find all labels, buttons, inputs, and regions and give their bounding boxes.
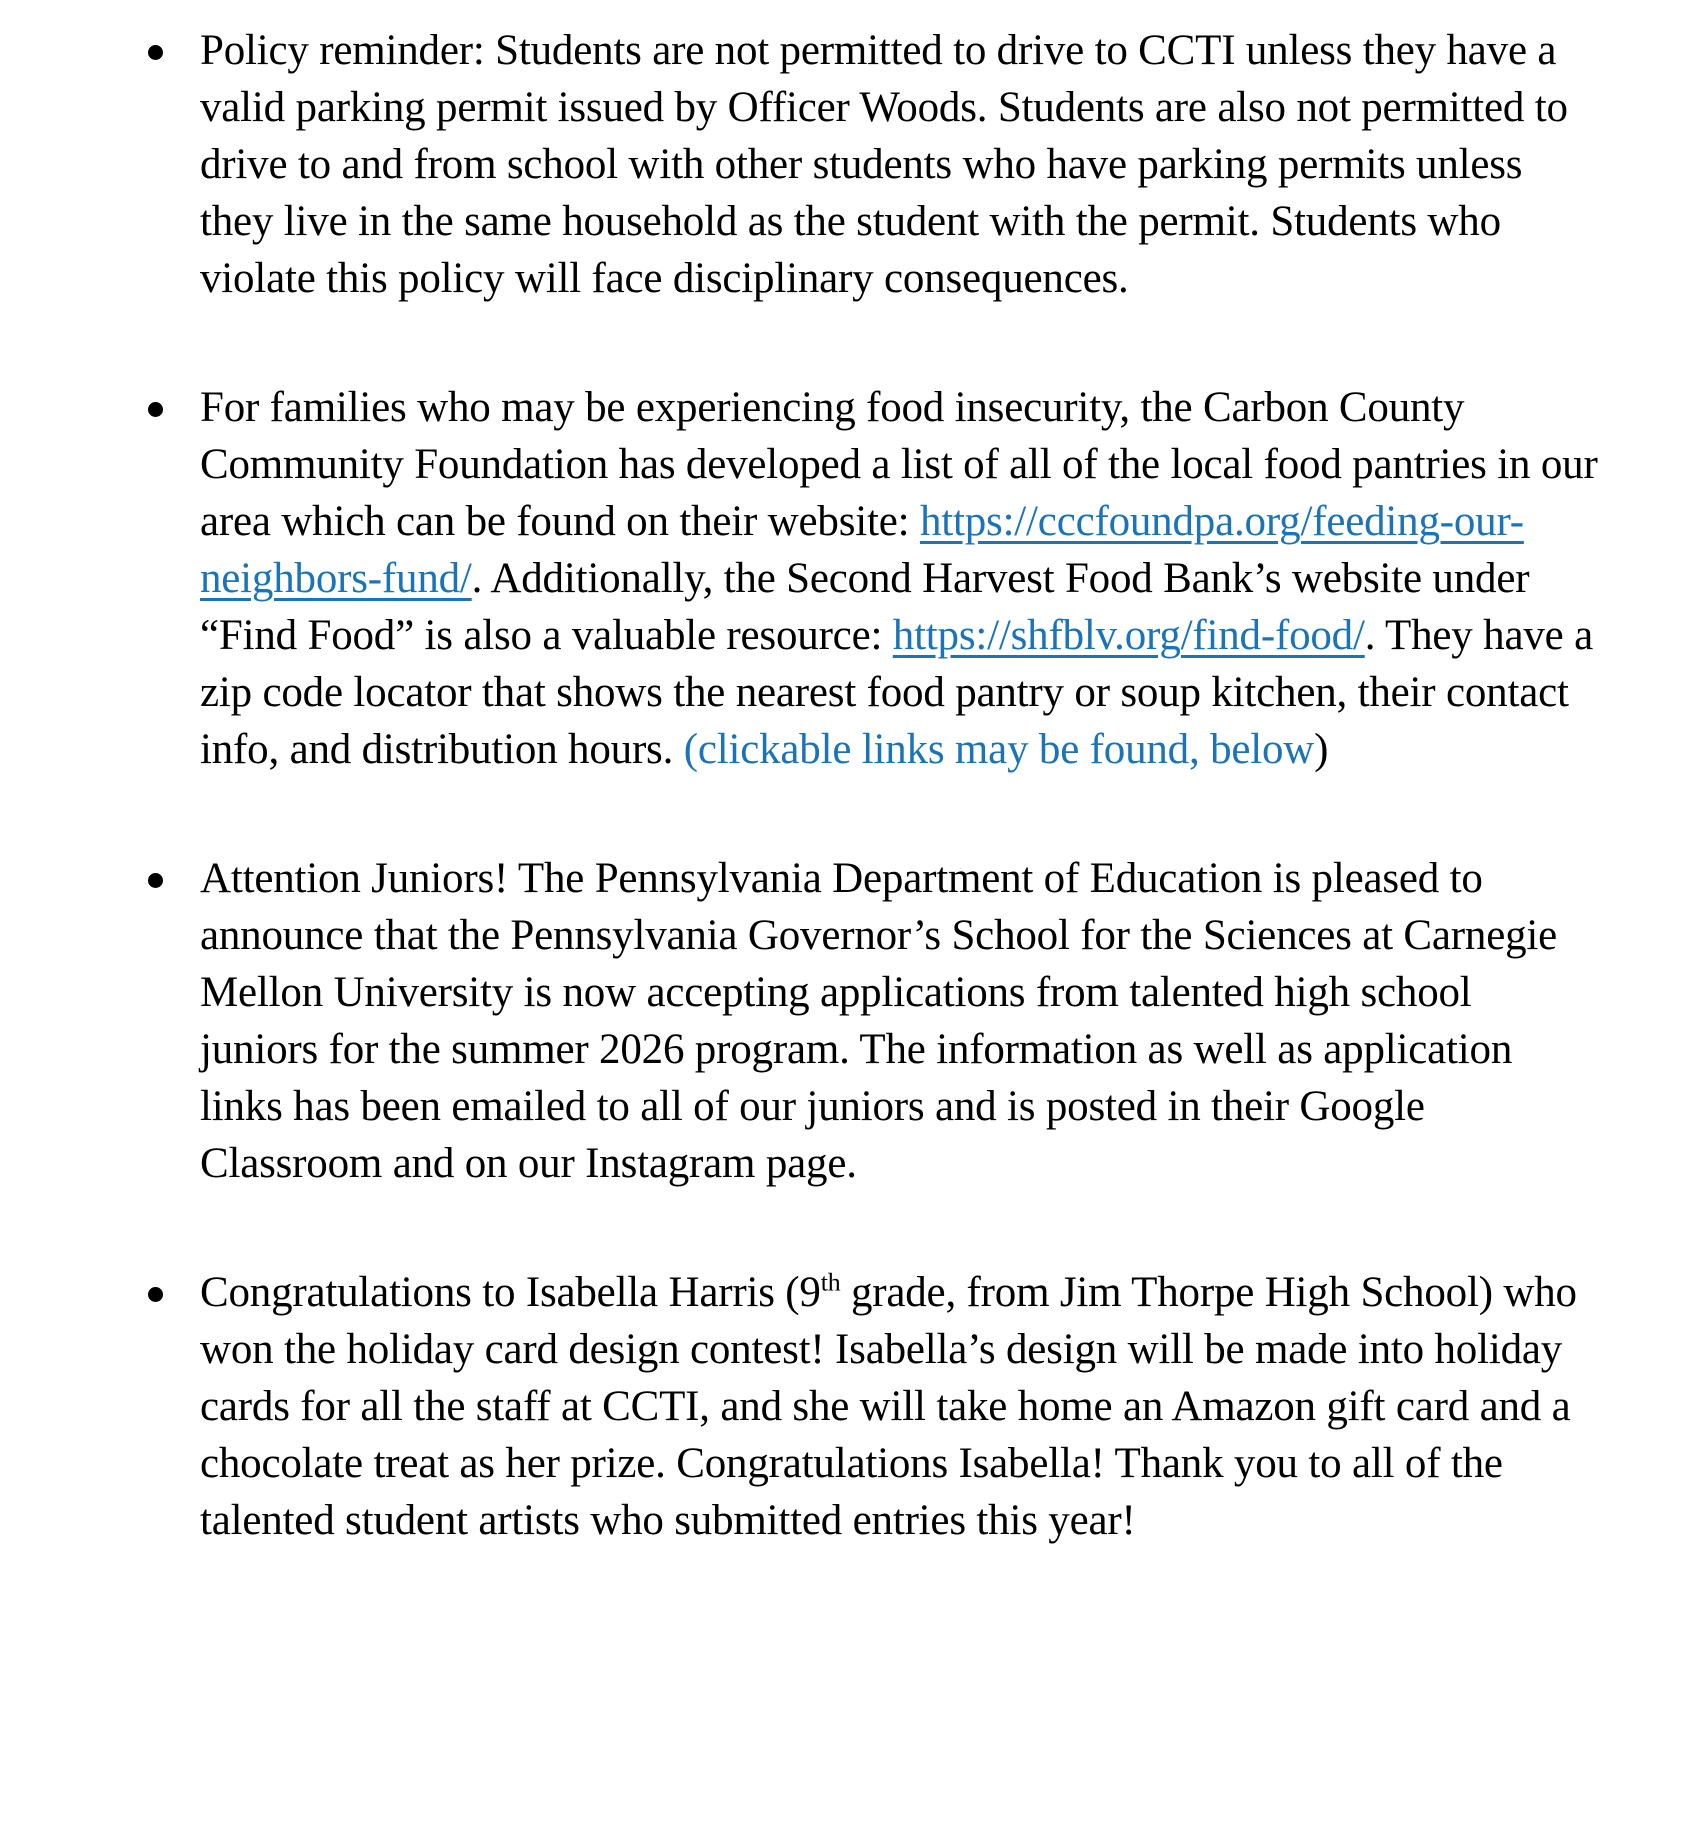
bullet-list (200, 22, 1600, 1549)
text-run: Attention Juniors! The Pennsylvania Department of Education is pleased to announce that the Pennsylvania Governor’s School for the Sciences at Carnegie Mellon University is now accepting applications from talented high school juniors for the summer 2026 program. The information as well as application links has been emailed to all of our juniors and is posted in their Google Classroom and on our Instagram page. (200, 855, 1558, 1187)
hyperlink[interactable]: https://cccfoundpa.org/feeding-our-neighbors-fund/ (200, 498, 1524, 602)
bullet-icon (148, 1287, 163, 1302)
text-run: ) (1314, 726, 1329, 773)
bullet-paragraph (200, 379, 1600, 778)
text-run: Congratulations to Isabella Harris (9 (200, 1269, 821, 1316)
hyperlink[interactable]: https://shfblv.org/find-food/ (892, 612, 1365, 659)
text-run: Policy reminder: Students are not permitted to drive to CCTI unless they have a valid parking permit issued by Officer Woods. Students are also not permitted to drive to and from school with other students who have parking permits unless they live in the same household as the student with the permit. Students who violate this policy will face disciplinary consequences. (200, 27, 1568, 302)
bullet-item-food-insecurity-resources (200, 379, 1600, 778)
text-run: For families who may be experiencing food insecurity, the Carbon County Community Foundation has developed a list of all of the local food pantries in our area which can be found on their website: (200, 384, 1598, 545)
text-run: grade, from Jim Thorpe High School) who won the holiday card design contest! Isabella’s design will be made into holiday cards for all the staff at CCTI, and she will take home an Amazon gift card and a chocolate treat as her prize. Congratulations Isabella! Thank you to all of the talented student artists who submitted entries this year! (200, 1269, 1577, 1544)
bullet-item-governors-school-juniors (200, 850, 1600, 1192)
text-run: . They have a zip code locator that shows the nearest food pantry or soup kitchen, their contact info, and distribution hours. (200, 612, 1593, 773)
accent-text: (clickable links may be found, below (683, 726, 1315, 773)
bullet-icon (148, 402, 163, 417)
bullet-paragraph (200, 1264, 1600, 1549)
bullet-paragraph (200, 850, 1600, 1192)
text-run: . Additionally, the Second Harvest Food Bank’s website under “Find Food” is also a valuable resource: (200, 555, 1530, 659)
bullet-paragraph (200, 22, 1600, 307)
bullet-icon (148, 45, 163, 60)
bullet-icon (148, 873, 163, 888)
superscript: th (820, 1267, 841, 1297)
bullet-item-holiday-card-contest-winner (200, 1264, 1600, 1549)
bullet-item-parking-policy (200, 22, 1600, 307)
